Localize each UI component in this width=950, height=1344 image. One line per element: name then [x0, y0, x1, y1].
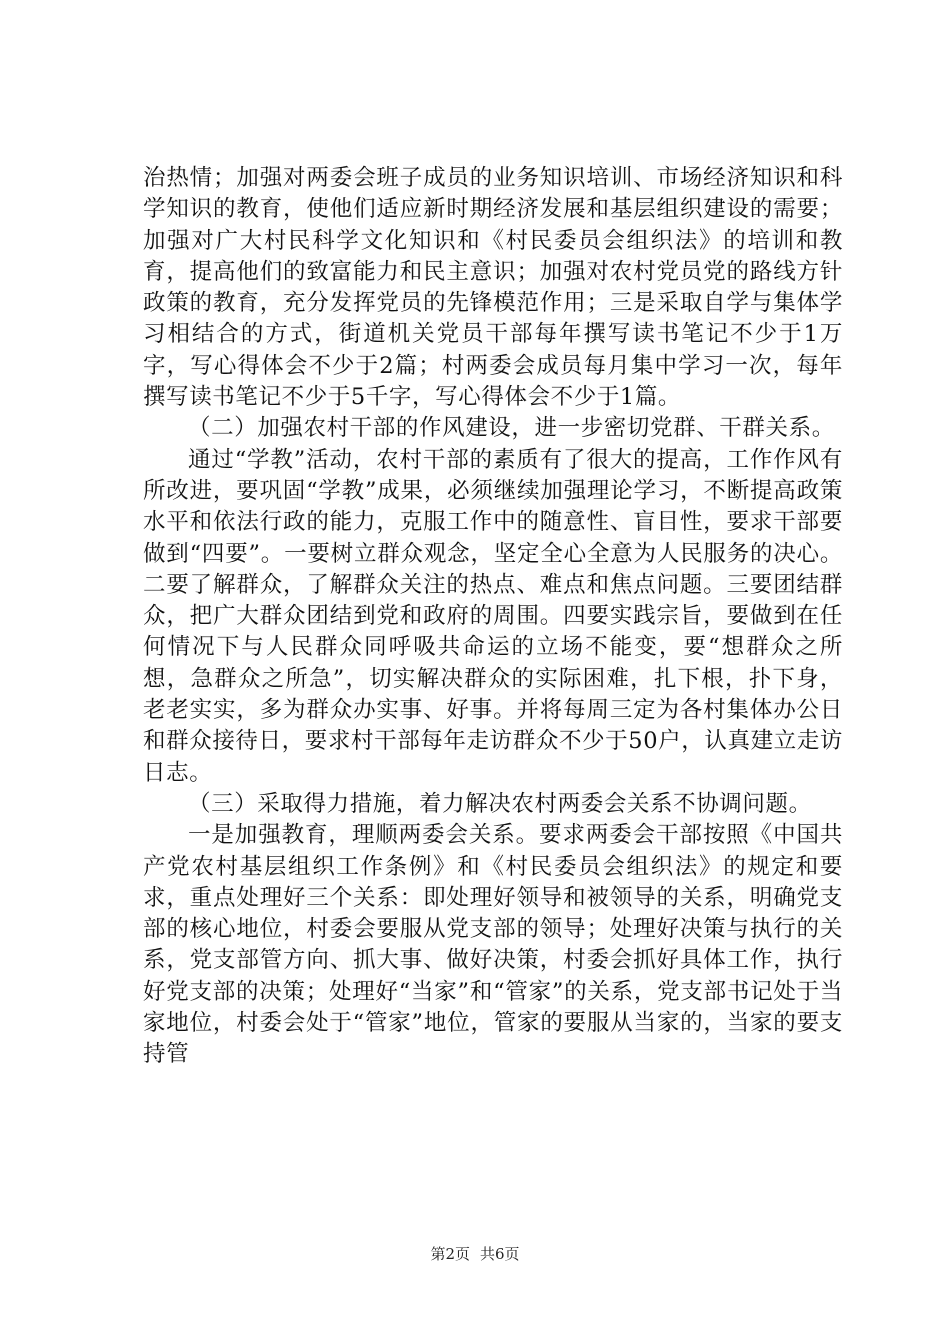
- section-heading-two: （二）加强农村干部的作风建设，进一步密切党群、干群关系。: [188, 415, 835, 442]
- paragraph-continuation: 治热情；加强对两委会班子成员的业务知识培训、市场经济知识和科学知识的教育，使他们适应新时期经济发展和基层组织建设的需要；加强对广大村民科学文化知识和《村民委员会组织法》的培训和教育，提高他们的致富能力和民主意识；加强对农村党员党的路线方针政策的教育，充分发挥党员的先锋模范作用；三是采取自学与集体学习相结合的方式，街道机关党员干部每年撰写读书笔记不少于1万字，写心得体会不少于2篇；村两委会成员每月集中学习一次，每年撰写读书笔记不少于5千字，写心得体会不少于1篇。: [143, 165, 843, 411]
- section-heading-three: （三）采取得力措施，着力解决农村两委会关系不协调问题。: [188, 790, 812, 817]
- page-footer: [0, 1244, 950, 1264]
- document-body: [143, 163, 843, 1071]
- page-number: 第2页: [430, 1245, 470, 1263]
- paragraph-style-building: 通过“学教”活动，农村干部的素质有了很大的提高，工作作风有所改进，要巩固“学教”成果，必须继续加强理论学习，不断提高政策水平和依法行政的能力，克服工作中的随意性、盲目性，要求干部要做到“四要”。一要树立群众观念，坚定全心全意为人民服务的决心。二要了解群众，了解群众关注的热点、难点和焦点问题。三要团结群众，把广大群众团结到党和政府的周围。四要实践宗旨，要做到在任何情况下与人民群众同呼吸共命运的立场不能变，要“想群众之所想，急群众之所急”，切实解决群众的实际困难，扎下根，扑下身，老老实实，多为群众办实事、好事。并将每周三定为各村集体办公日和群众接待日，要求村干部每年走访群众不少于50户，认真建立走访日志。: [143, 446, 843, 786]
- paragraph-education: 一是加强教育，理顺两委会关系。要求两委会干部按照《中国共产党农村基层组织工作条例》和《村民委员会组织法》的规定和要求，重点处理好三个关系：即处理好领导和被领导的关系，明确党支部的核心地位，村委会要服从党支部的领导；处理好决策与执行的关系，党支部管方向、抓大事、做好决策，村委会抓好具体工作，执行好党支部的决策；处理好“当家”和“管家”的关系，党支部书记处于当家地位，村委会处于“管家”地位，管家的要服从当家的，当家的要支持管: [143, 822, 843, 1068]
- page-total: 共6页: [480, 1245, 520, 1263]
